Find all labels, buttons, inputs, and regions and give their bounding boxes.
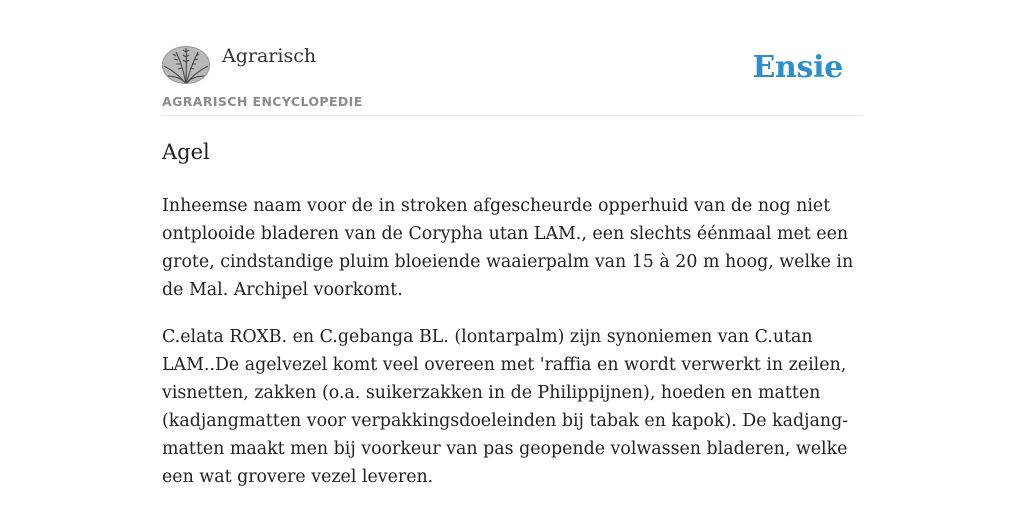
header [162, 0, 862, 116]
page-title: Agel [162, 140, 210, 164]
source-subtitle[interactable]: AGRARISCH ENCYCLOPEDIE [162, 94, 363, 109]
paragraph-1: Inheemse naam voor de in stroken afgescheurde opperhuid van de nog niet ontplooide bladeren van de Corypha utan LAM., een slechts éénmaal met een grote, cindstandige pluim bloeiende waaierpalm van 15 à 20 m hoog, welke in de Mal. Archipel voorkomt. [162, 196, 854, 300]
brand-logo[interactable]: Ensie [752, 50, 843, 85]
source-name[interactable]: Agrarisch [222, 45, 317, 67]
page [162, 0, 862, 487]
paragraph-2: C.elata ROXB. en C.gebanga BL. (lontarpalm) zijn synoniemen van C.utan LAM..De agelvezel komt veel overeen met 'raffia en wordt verwerkt in zeilen, visnetten, zakken (o.a. suikerzakken in de Philippijnen), hoeden en matten (kadjangmatten voor verpakkingsdoeleinden bij tabak en kapok). De kadjang-matten maakt men bij voorkeur van pas geopende volwassen bladeren, welke een wat grovere vezel leveren. [162, 327, 849, 487]
wheat-logo-icon[interactable] [162, 46, 210, 84]
article-body [162, 192, 862, 510]
